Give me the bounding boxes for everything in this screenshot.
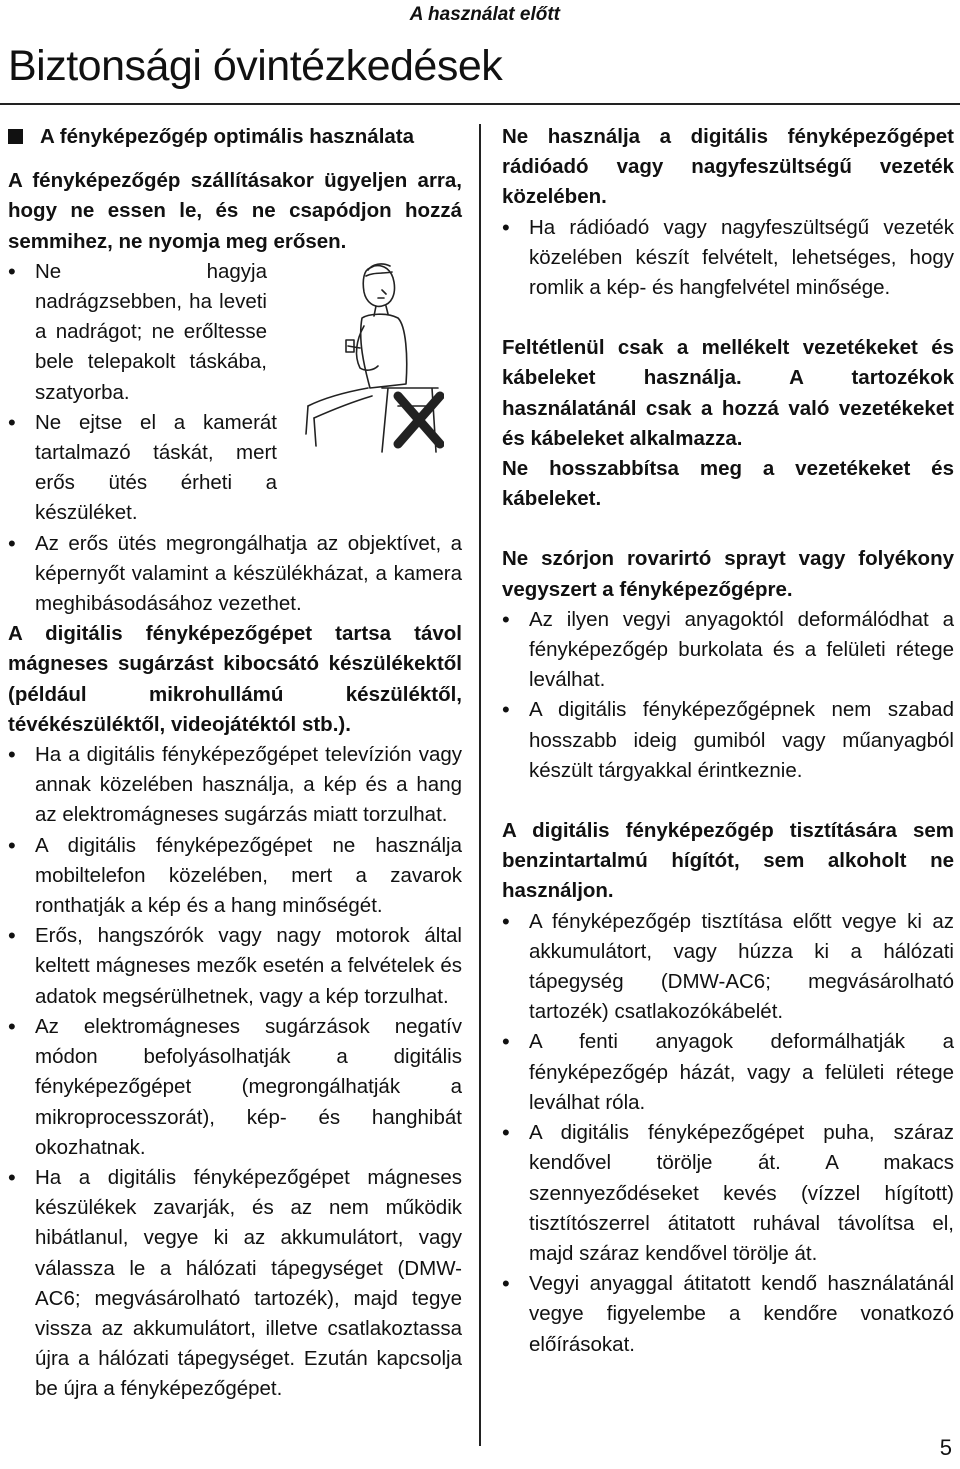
title-divider [0, 103, 960, 105]
spray-list [502, 605, 954, 786]
list-item: • A digitális fényképezőgépet puha, száraz kendővel törölje át. A makacs szennyeződéseket kevés (vízzel hígított) tisztítószerrel átitatott ruhával távolítsa el, majd száraz kendővel törölje át. [502, 1118, 954, 1269]
list-item: • A fényképezőgép tisztítása előtt vegye ki az akkumulátort, vagy húzza ki a hálózati tápegység (DMW-AC6; megvásárolható tartozék) csatlakozókábelét. [502, 907, 954, 1028]
list-item: • Ne ejtse el a kamerát tartalmazó táskát, mert erős ütés érheti a készüléket. [8, 408, 277, 529]
left-column [8, 122, 462, 1405]
page-number: 5 [939, 1435, 952, 1460]
page-title: Biztonsági óvintézkedések [8, 42, 503, 90]
list-item: • A fenti anyagok deformálhatják a fényképezőgép házát, vagy a felületi rétege leválhat róla. [502, 1027, 954, 1118]
right-column [502, 122, 954, 1360]
cleaning-warning: A digitális fényképezőgép tisztítására sem benzintartalmú hígítót, sem alkoholt ne használjon. [502, 819, 954, 903]
radio-warning: Ne használja a digitális fényképezőgépet rádióadó vagy nagyfeszültségű vezeték közelében. [502, 125, 954, 209]
square-bullet-icon [8, 129, 23, 144]
cables-warning: Feltétlenül csak a mellékelt vezetékeket és kábeleket használja. A tartozékok használatánál csak a hozzá való vezetékeket és kábeleket alkalmazza. [502, 336, 954, 450]
magnetic-warning: A digitális fényképezőgépet tartsa távol mágneses sugárzást kibocsátó készülékektől (például mikrohullámú készüléktől, tévékészüléktől, videojátéktól stb.). [8, 622, 462, 736]
list-item: • Az ilyen vegyi anyagoktól deformálódhat a fényképezőgép burkolata és a felületi rétege leválhat. [502, 605, 954, 696]
list-item: • Erős, hangszórók vagy nagy motorok által keltett mágneses mezők esetén a felvételek és adatok megsérülhetnek, vagy a kép torzulhat. [8, 921, 462, 1012]
list-item: • Ne hagyja nadrágzsebben, ha leveti a nadrágot; ne erőltesse bele telepakolt táskába, szatyorba. [8, 257, 267, 408]
list-item: • Ha rádióadó vagy nagyfeszültségű vezeték közelében készít felvételt, lehetséges, hogy romlik a kép- és hangfelvétel minősége. [502, 213, 954, 304]
list-item: • Az erős ütés megrongálhatja az objektívet, a képernyőt valamint a készülékházat, a kamera meghibásodásához vezethet. [8, 529, 462, 620]
list-item: • A digitális fényképezőgépet ne használja mobiltelefon közelében, mert a zavarok ronthatják a kép és a hang minőségét. [8, 831, 462, 922]
list-item: • Az elektromágneses sugárzások negatív módon befolyásolhatják a digitális fényképezőgépet (megrongálhatják a mikroprocesszorát), kép- és hanghibát okozhatnak. [8, 1012, 462, 1163]
transport-list [8, 257, 462, 619]
transport-warning: A fényképezőgép szállításakor ügyeljen arra, hogy ne essen le, és ne csapódjon hozzá semmihez, ne nyomja meg erősen. [8, 169, 462, 253]
cleaning-list [502, 907, 954, 1360]
spray-warning: Ne szórjon rovarirtó sprayt vagy folyékony vegyszert a fényképezőgépre. [502, 547, 954, 601]
magnetic-list [8, 740, 462, 1404]
list-item: • A digitális fényképezőgépnek nem szabad hosszabb ideig gumiból vagy műanyagból készült tárgyakkal érintkeznie. [502, 695, 954, 786]
cables-extension-warning: Ne hosszabbítsa meg a vezetékeket és kábeleket. [502, 457, 954, 511]
list-item: • Ha a digitális fényképezőgépet mágneses készülékek zavarják, és az nem működik hibátlanul, vegye ki az akkumulátort, vagy válassza le a hálózati tápegységet (DMW-AC6; megvásárolható tartozék), majd tegye vissza az akkumulátort, illetve csatlakoztassa újra a hálózati tápegységet. Ezután kapcsolja be újra a fényképezőgépet. [8, 1163, 462, 1405]
radio-list [502, 213, 954, 304]
column-divider [479, 124, 481, 1446]
section-label: A használat előtt [409, 4, 560, 25]
list-item: • Vegyi anyaggal átitatott kendő használatánál vegye figyelembe a kendőre vonatkozó előírásokat. [502, 1269, 954, 1360]
list-item: • Ha a digitális fényképezőgépet televízión vagy annak közelében használja, a kép és a hang az elektromágneses sugárzás miatt torzulhat. [8, 740, 462, 831]
section-heading: A fényképezőgép optimális használata [8, 122, 462, 152]
